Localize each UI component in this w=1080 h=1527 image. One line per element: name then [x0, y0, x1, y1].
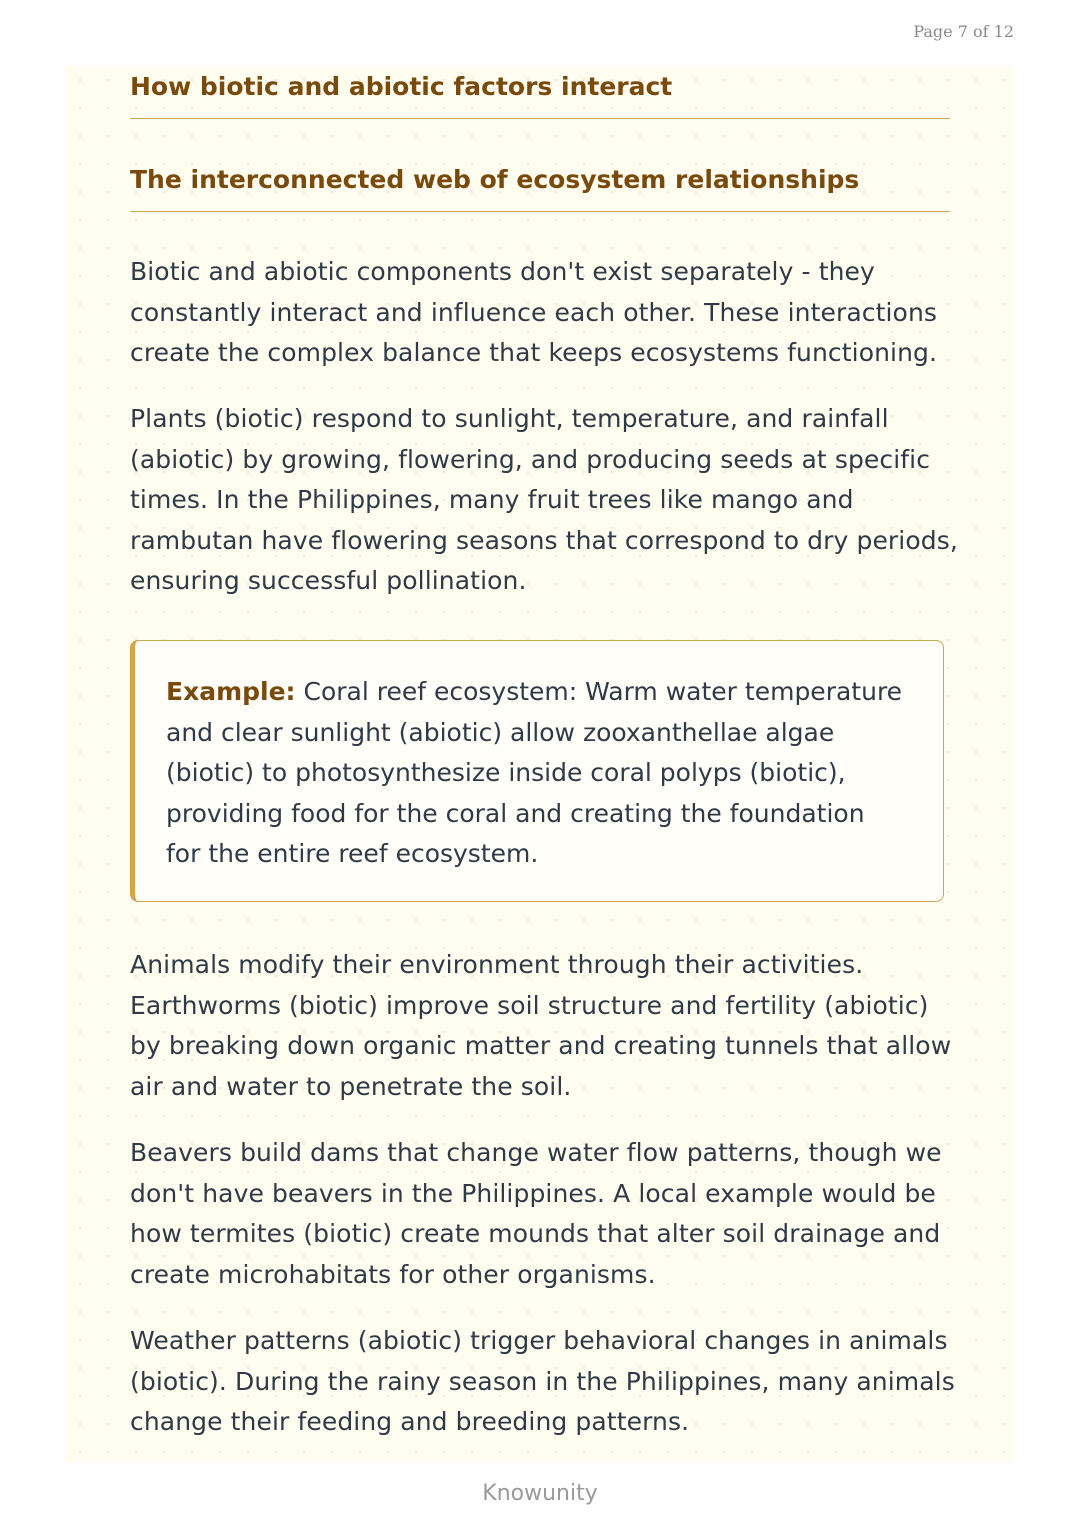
paragraph-beavers: Beavers build dams that change water flow patterns, though we don't have beavers in the Philippines. A local example would be how termites (biotic) create mounds that alter soil drainage and create microhabitats for other organisms. [130, 1138, 942, 1289]
page-number: Page 7 of 12 [913, 22, 1014, 41]
section-title: How biotic and abiotic factors interact [130, 72, 673, 101]
example-callout [130, 640, 944, 902]
example-body [166, 672, 906, 875]
footer-brand: Knowunity [482, 1481, 598, 1506]
paragraph-plants: Plants (biotic) respond to sunlight, temperature, and rainfall (abiotic) by growing, flowering, and producing seeds at specific times. In the Philippines, many fruit trees like mango and rambutan have flowering seasons that correspond to dry periods, ensuring successful pollination. [130, 404, 958, 596]
section-subtitle: The interconnected web of ecosystem relationships [130, 165, 860, 194]
title-divider [130, 118, 950, 119]
paragraph-weather: Weather patterns (abiotic) trigger behavioral changes in animals (biotic). During the rainy season in the Philippines, many animals change their feeding and breeding patterns. [130, 1326, 955, 1437]
example-label: Example: [166, 677, 296, 706]
content-panel [66, 66, 1014, 1462]
example-text: Coral reef ecosystem: Warm water temperature and clear sunlight (abiotic) allow zooxanthellae algae (biotic) to photosynthesize inside coral polyps (biotic), providing food for the coral and creating the foundation for the entire reef ecosystem. [166, 677, 903, 869]
paragraph-intro: Biotic and abiotic components don't exist separately - they constantly interact and influence each other. These interactions create the complex balance that keeps ecosystems functioning. [130, 257, 938, 368]
subtitle-divider [130, 211, 950, 212]
paragraph-animals: Animals modify their environment through their activities. Earthworms (biotic) improve soil structure and fertility (abiotic) by breaking down organic matter and creating tunnels that allow air and water to penetrate the soil. [130, 950, 952, 1101]
